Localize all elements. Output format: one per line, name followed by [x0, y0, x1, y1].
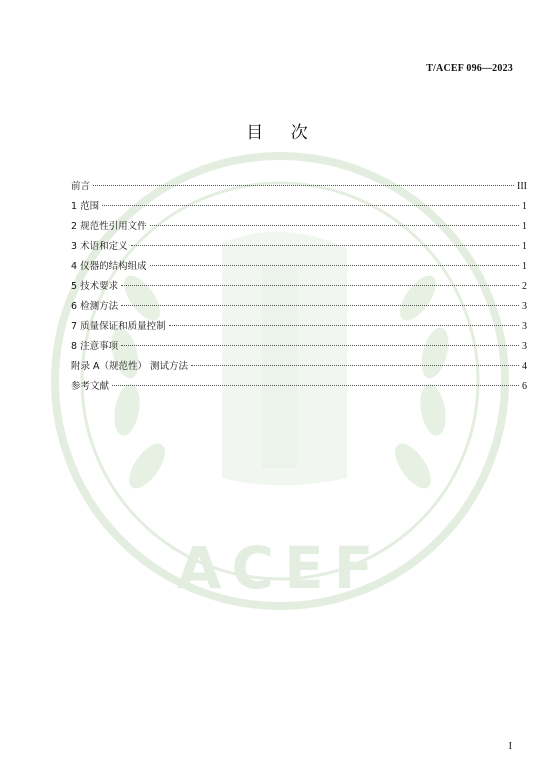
toc-entry[interactable] [71, 177, 527, 197]
toc-entry[interactable] [71, 237, 527, 257]
toc-entry-page: 4 [522, 361, 527, 372]
toc-leader-dots [112, 385, 519, 386]
toc-leader-dots [121, 345, 519, 346]
toc-entry-label: 前言 [71, 181, 91, 192]
toc-entry-page: 1 [522, 221, 527, 232]
toc-entry-label: 参考文献 [71, 381, 110, 392]
toc-leader-dots [150, 265, 519, 266]
toc-entry-page: 1 [522, 201, 527, 212]
toc-entry-page: 1 [522, 261, 527, 272]
toc-entry-page: 6 [522, 381, 527, 392]
toc-entry-label: 2 规范性引用文件 [71, 221, 147, 232]
toc-leader-dots [93, 185, 514, 186]
toc-entry-label: 3 术语和定义 [71, 241, 128, 252]
toc-entry[interactable] [71, 257, 527, 277]
toc-leader-dots [131, 245, 519, 246]
toc-entry[interactable] [71, 297, 527, 317]
toc-entry-page: 2 [522, 281, 527, 292]
toc-leader-dots [121, 305, 519, 306]
toc-entry[interactable] [71, 337, 527, 357]
toc-title: 目 次 [246, 123, 308, 143]
toc-entry-label: 附录 A（规范性） 测试方法 [71, 361, 189, 372]
toc-entry-label: 6 检测方法 [71, 301, 119, 312]
toc-entry[interactable] [71, 377, 527, 397]
toc-leader-dots [169, 325, 519, 326]
toc-entry-page: III [517, 181, 527, 192]
toc-entry-label: 1 范围 [71, 201, 100, 212]
toc-entry-label: 8 注意事项 [71, 341, 119, 352]
toc-entry[interactable] [71, 217, 527, 237]
toc-entry[interactable] [71, 197, 527, 217]
toc-list [71, 177, 527, 397]
watermark-text: ACEF [176, 534, 384, 602]
page-number: I [508, 741, 512, 752]
toc-entry-page: 1 [522, 241, 527, 252]
toc-entry-label: 4 仪器的结构组成 [71, 261, 147, 272]
toc-entry[interactable] [71, 277, 527, 297]
toc-leader-dots [191, 365, 519, 366]
toc-entry[interactable] [71, 317, 527, 337]
toc-entry[interactable] [71, 357, 527, 377]
toc-entry-label: 5 技术要求 [71, 281, 119, 292]
toc-entry-label: 7 质量保证和质量控制 [71, 321, 166, 332]
toc-leader-dots [121, 285, 519, 286]
toc-entry-page: 3 [522, 341, 527, 352]
toc-leader-dots [102, 205, 519, 206]
toc-entry-page: 3 [522, 321, 527, 332]
toc-leader-dots [150, 225, 519, 226]
standard-code: T/ACEF 096—2023 [426, 63, 513, 74]
toc-entry-page: 3 [522, 301, 527, 312]
